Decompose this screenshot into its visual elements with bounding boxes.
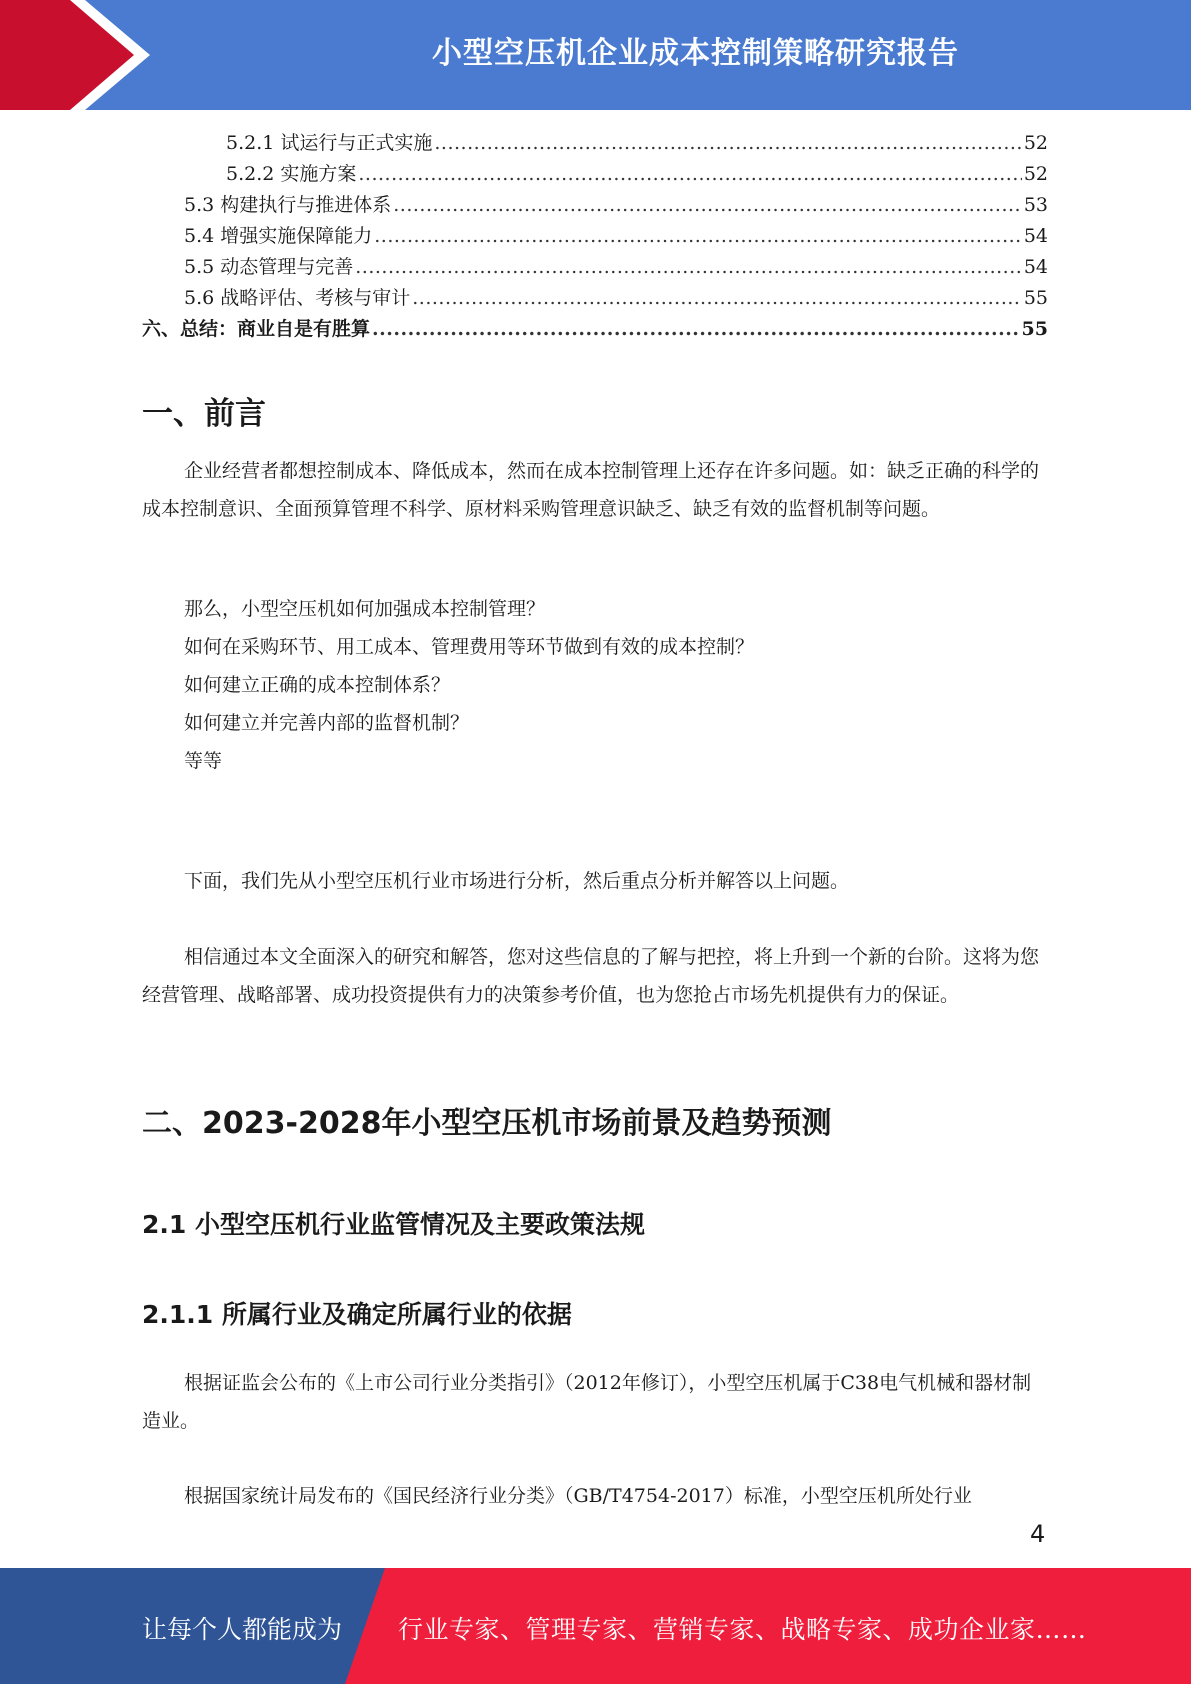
section-heading-market: 二、2023-2028年小型空压机市场前景及趋势预测 [142,1106,832,1141]
section-heading-preface: 一、前言 [142,396,266,432]
page-header [0,0,1191,110]
paragraph: 根据国家统计局发布的《国民经济行业分类》（GB/T4754-2017）标准，小型空压机所处行业 [184,1485,972,1507]
toc-entry[interactable] [142,283,1048,314]
footer-slogan-left: 让每个人都能成为 [142,1615,343,1644]
question-line: 等等 [184,750,223,772]
toc-leader-dots [358,163,1021,185]
toc-page-number: 52 [1023,132,1048,154]
toc-leader-dots [355,256,1022,278]
question-list [142,590,1048,780]
toc-leader-dots [374,225,1022,247]
toc-entry-title: 5.3 构建执行与推进体系 [184,194,392,216]
header-chevron [0,0,140,110]
toc-entry[interactable] [142,314,1048,345]
toc-page-number: 55 [1021,318,1048,340]
paragraph: 下面，我们先从小型空压机行业市场进行分析，然后重点分析并解答以上问题。 [184,870,850,892]
toc-entry[interactable] [142,159,1048,190]
toc-leader-dots [412,287,1022,309]
page-number: 4 [1030,1520,1046,1548]
footer-slogan-right: 行业专家、管理专家、营销专家、战略专家、成功企业家…… [398,1615,1087,1644]
question-line: 如何建立并完善内部的监督机制？ [184,712,470,734]
toc-leader-dots [372,318,1020,340]
report-title: 小型空压机企业成本控制策略研究报告 [432,36,959,71]
toc-entry-title: 5.2.1 试运行与正式实施 [226,132,433,154]
table-of-contents [142,128,1048,345]
toc-entry-title: 5.5 动态管理与完善 [184,256,354,278]
question-line: 那么，小型空压机如何加强成本控制管理？ [184,598,546,620]
toc-leader-dots [393,194,1022,216]
toc-page-number: 52 [1023,163,1048,185]
toc-page-number: 54 [1023,225,1048,247]
toc-page-number: 53 [1023,194,1048,216]
question-line: 如何建立正确的成本控制体系？ [184,674,451,696]
industry-paragraph-2 [142,1477,1048,1515]
toc-entry[interactable] [142,128,1048,159]
toc-leader-dots [434,132,1021,154]
toc-entry[interactable] [142,252,1048,283]
preface-paragraph-1 [142,452,1048,528]
question-line: 如何在采购环节、用工成本、管理费用等环节做到有效的成本控制？ [184,636,755,658]
preface-paragraph-2 [142,862,1048,900]
toc-page-number: 54 [1023,256,1048,278]
paragraph: 相信通过本文全面深入的研究和解答，您对这些信息的了解与把控，将上升到一个新的台阶。这将为您经营管理、战略部署、成功投资提供有力的决策参考价值，也为您抢占市场先机提供有力的保证。 [142,946,1040,1006]
page-footer [0,1568,1191,1684]
toc-entry-title: 5.4 增强实施保障能力 [184,225,373,247]
subsection-heading: 2.1 小型空压机行业监管情况及主要政策法规 [142,1210,645,1239]
subsubsection-heading: 2.1.1 所属行业及确定所属行业的依据 [142,1300,572,1329]
preface-paragraph-3 [142,938,1048,1014]
toc-entry-title: 六、总结：商业自是有胜算 [142,318,371,340]
toc-entry-title: 5.6 战略评估、考核与审计 [184,287,411,309]
paragraph: 根据证监会公布的《上市公司行业分类指引》（2012年修订），小型空压机属于C38电气机械和器材制造业。 [142,1372,1032,1432]
industry-paragraph-1 [142,1364,1048,1440]
toc-page-number: 55 [1023,287,1048,309]
toc-entry-title: 5.2.2 实施方案 [226,163,357,185]
paragraph: 企业经营者都想控制成本、降低成本，然而在成本控制管理上还存在许多问题。如：缺乏正确的科学的成本控制意识、全面预算管理不科学、原材料采购管理意识缺乏、缺乏有效的监督机制等问题。 [142,460,1040,520]
toc-entry[interactable] [142,190,1048,221]
toc-entry[interactable] [142,221,1048,252]
